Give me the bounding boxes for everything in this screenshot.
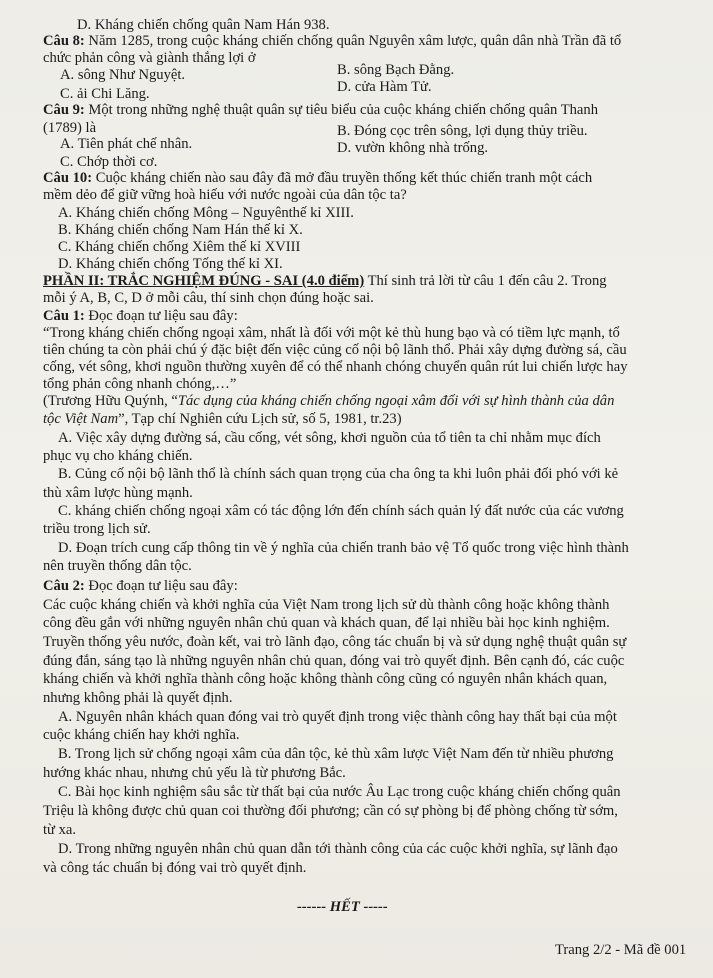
c2-passage-line-6: nhưng không phải là quyết định. xyxy=(43,690,233,706)
c1-passage-line-3: cống, vét sông, khơi nguồn thường xuyên để có thể nhanh chóng chuyển quân rút lui chiến lược hay xyxy=(43,359,628,375)
q10-label: Câu 10: xyxy=(43,170,93,186)
c2-passage-line-4: đúng đắn, sáng tạo là những nguyên nhân chủ quan, đóng vai trò quyết định. Bên cạnh đó, các cuộc xyxy=(43,653,625,669)
q10-option-b: B. Kháng chiến chống Nam Hán thế kỉ X. xyxy=(58,222,303,238)
end-marker: ------ HẾT ----- xyxy=(297,899,388,915)
q9-label: Câu 9: xyxy=(43,102,85,118)
part2-heading-line: PHẦN II: TRẮC NGHIỆM ĐÚNG - SAI (4.0 điểm) Thí sinh trả lời từ câu 1 đến câu 2. Trong xyxy=(43,273,607,289)
q8-stem-line-2: chức phản công và giành thắng lợi ở xyxy=(43,50,256,66)
c1-source-line-2: tộc Việt Nam”, Tạp chí Nghiên cứu Lịch sử, số 5, 1981, tr.23) xyxy=(43,411,402,427)
c1-passage-line-2: tiên chúng ta còn phải chú ý đặc biệt đến việc củng cố nội bộ lãnh thổ. Phải xây dựng đường sá, cầu xyxy=(43,342,627,358)
q10-stem-line-2: mềm dẻo để giữ vững hoà hiếu với nước ngoài của dân tộc ta? xyxy=(43,187,407,203)
part2-intro-line-2: mỗi ý A, B, C, D ở mỗi câu, thí sinh chọn đúng hoặc sai. xyxy=(43,290,374,306)
c2-passage-line-5: kháng chiến và khởi nghĩa thành công hoặc không thành công cũng có nguyên nhân khách quan, xyxy=(43,671,608,687)
c1-statement-a-line-1: A. Việc xây dựng đường sá, cầu cống, vét sông, khơi nguồn của tổ tiên ta chỉ nhằm mục đích xyxy=(58,430,601,446)
c2-statement-b-line-1: B. Trong lịch sử chống ngoại xâm của dân tộc, kẻ thù xâm lược Việt Nam đến từ nhiều phương xyxy=(58,746,614,762)
c1-statement-d-line-2: nên truyền thống dân tộc. xyxy=(43,558,192,574)
c2-statement-d-line-1: D. Trong những nguyên nhân chủ quan dẫn tới thành công của các cuộc khởi nghĩa, sự lãnh đạo xyxy=(58,841,618,857)
q10-option-c: C. Kháng chiến chống Xiêm thế kỉ XVIII xyxy=(58,239,301,255)
c2-statement-c-line-3: từ xa. xyxy=(43,822,77,838)
q8-option-c: C. ải Chi Lăng. xyxy=(60,86,150,102)
q8-option-d: D. cửa Hàm Tử. xyxy=(337,79,432,95)
c1-statement-b-line-2: thù xâm lược hùng mạnh. xyxy=(43,485,193,501)
q9-option-d: D. vườn không nhà trống. xyxy=(337,140,489,156)
q10-option-a: A. Kháng chiến chống Mông – Nguyênthế kỉ XIII. xyxy=(58,205,354,221)
c1-passage-line-1: “Trong kháng chiến chống ngoại xâm, nhất là đối với một kẻ thù hung bạo và có tiềm lực mạnh, tổ xyxy=(43,325,620,341)
c2-passage-line-2: công đều gắn với những nguyên nhân chủ quan và khách quan, để lại nhiều bài học kinh nghiệm. xyxy=(43,615,610,631)
q8-stem-line-1: Câu 8: Năm 1285, trong cuộc kháng chiến chống quân Nguyên xâm lược, quân dân nhà Trần đã tổ xyxy=(43,33,622,49)
c2-statement-d-line-2: và công tác chuẩn bị đóng vai trò quyết định. xyxy=(43,860,307,876)
q9-option-b: B. Đóng cọc trên sông, lợi dụng thủy triều. xyxy=(337,123,588,139)
c2-stem: Câu 2: Đọc đoạn tư liệu sau đây: xyxy=(43,578,238,594)
c2-statement-c-line-2: Triệu là không được chủ quan coi thường đối phương; cần có sự phòng bị để phòng chống từ sớm, xyxy=(43,803,618,819)
c1-statement-a-line-2: phục vụ cho kháng chiến. xyxy=(43,448,193,464)
q8-option-a: A. sông Như Nguyệt. xyxy=(60,67,186,83)
c2-label: Câu 2: xyxy=(43,578,85,594)
q8-option-b: B. sông Bạch Đằng. xyxy=(337,62,455,78)
q10-option-d: D. Kháng chiến chống Tống thế kỉ XI. xyxy=(58,256,283,272)
c1-statement-b-line-1: B. Củng cố nội bộ lãnh thổ là chính sách quan trọng của cha ông ta khi luôn phải đối phó với kẻ xyxy=(58,466,619,482)
q9-stem-line-2: (1789) là xyxy=(43,120,97,136)
c1-source-line-1: (Trương Hữu Quýnh, “Tác dụng của kháng chiến chống ngoại xâm đối với sự hình thành của dân xyxy=(43,393,615,409)
c1-label: Câu 1: xyxy=(43,308,85,324)
c2-passage-line-1: Các cuộc kháng chiến và khởi nghĩa của Việt Nam trong lịch sử dù thành công hoặc không thành xyxy=(43,597,610,613)
q9-option-c: C. Chớp thời cơ. xyxy=(60,154,158,170)
c1-statement-c-line-2: triều trong lịch sử. xyxy=(43,521,151,537)
q8-label: Câu 8: xyxy=(43,33,85,49)
c1-statement-c-line-1: C. kháng chiến chống ngoại xâm có tác động lớn đến chính sách quản lý đất nước của các vương xyxy=(58,503,624,519)
c2-statement-a-line-1: A. Nguyên nhân khách quan đóng vai trò quyết định trong việc thành công hay thất bại của một xyxy=(58,709,617,725)
c1-passage-line-4: tổng phản công nhanh chóng,…” xyxy=(43,376,237,392)
c2-statement-c-line-1: C. Bài học kinh nghiệm sâu sắc từ thất bại của nước Âu Lạc trong cuộc kháng chiến chống quân xyxy=(58,784,621,800)
c2-statement-a-line-2: cuộc kháng chiến hay khởi nghĩa. xyxy=(43,727,240,743)
page-footer: Trang 2/2 - Mã đề 001 xyxy=(555,942,687,958)
q9-stem-line-1: Câu 9: Một trong những nghệ thuật quân sự tiêu biểu của cuộc kháng chiến chống quân Thanh xyxy=(43,102,599,118)
c2-passage-line-3: Truyền thống yêu nước, đoàn kết, vai trò lãnh đạo, công tác chuẩn bị và sử dụng nghệ thuật quân sự xyxy=(43,634,627,650)
q9-option-a: A. Tiên phát chế nhân. xyxy=(60,136,193,152)
c2-statement-b-line-2: hướng khác nhau, nhưng chủ yếu là từ phương Bắc. xyxy=(43,765,346,781)
c1-stem: Câu 1: Đọc đoạn tư liệu sau đây: xyxy=(43,308,238,324)
part2-heading: PHẦN II: TRẮC NGHIỆM ĐÚNG - SAI (4.0 điểm) xyxy=(43,273,365,289)
q10-stem-line-1: Câu 10: Cuộc kháng chiến nào sau đây đã mở đầu truyền thống kết thúc chiến tranh một cách xyxy=(43,170,593,186)
c1-statement-d-line-1: D. Đoạn trích cung cấp thông tin về ý nghĩa của chiến tranh bảo vệ Tổ quốc trong việc hình thành xyxy=(58,540,629,556)
q7-option-d: D. Kháng chiến chống quân Nam Hán 938. xyxy=(77,17,330,33)
